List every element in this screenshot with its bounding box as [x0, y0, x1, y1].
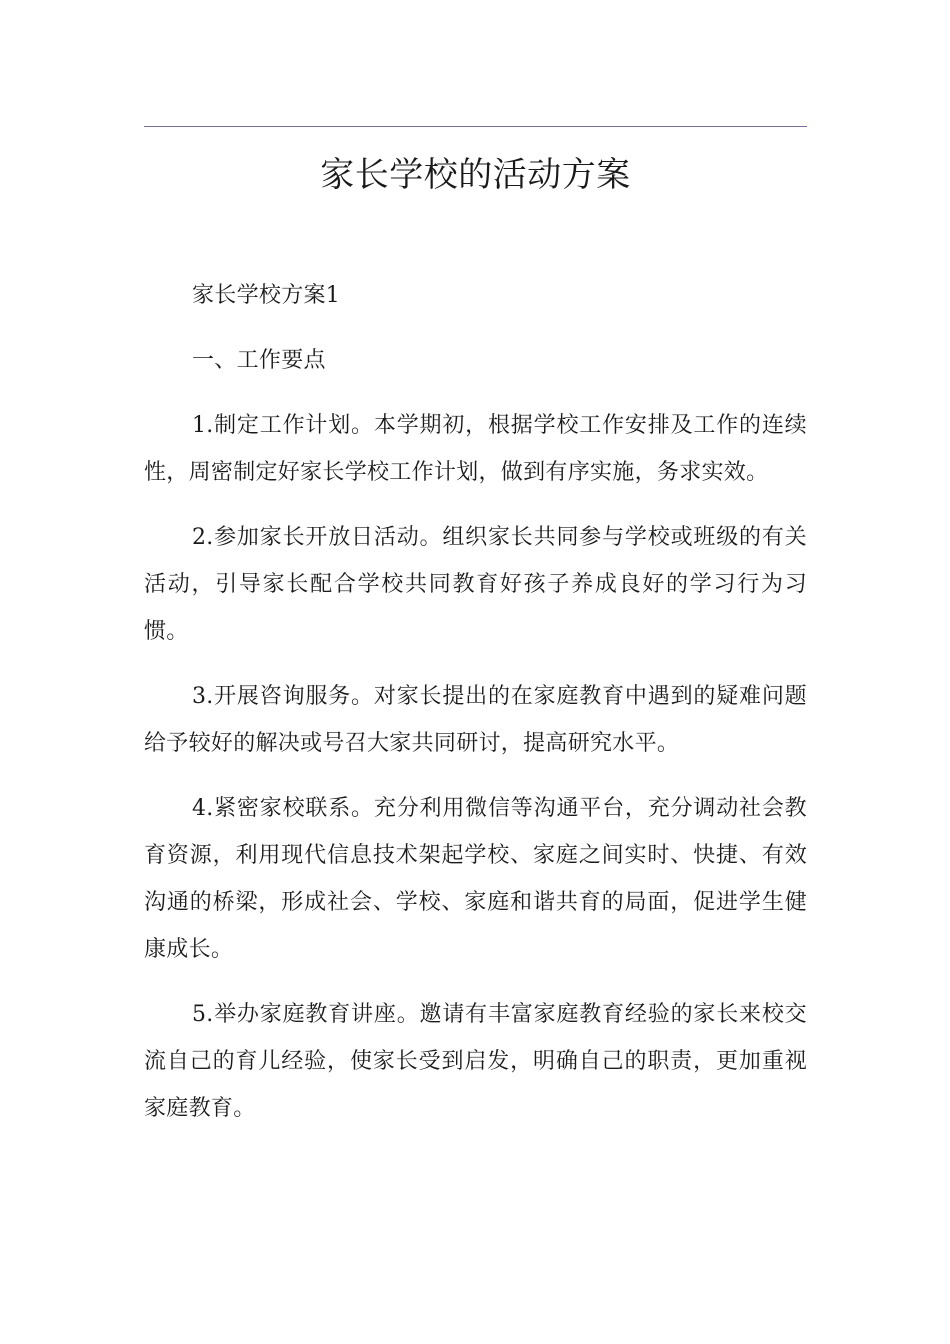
- paragraph-item-3: 3.开展咨询服务。对家长提出的在家庭教育中遇到的疑难问题给予较好的解决或号召大家共同研讨，提高研究水平。: [144, 684, 807, 756]
- header-rule: [144, 126, 807, 127]
- paragraph-item-1: 1.制定工作计划。本学期初，根据学校工作安排及工作的连续性，周密制定好家长学校工作计划，做到有序实施，务求实效。: [144, 413, 807, 485]
- paragraph-item-4: 4.紧密家校联系。充分利用微信等沟通平台，充分调动社会教育资源，利用现代信息技术架起学校、家庭之间实时、快捷、有效沟通的桥梁，形成社会、学校、家庭和谐共育的局面，促进学生健康成长。: [144, 796, 807, 962]
- paragraph-item-5: 5.举办家庭教育讲座。邀请有丰富家庭教育经验的家长来校交流自己的育儿经验，使家长受到启发，明确自己的职责，更加重视家庭教育。: [144, 1002, 807, 1121]
- section-heading: 家长学校方案1: [192, 283, 341, 308]
- paragraph-item-2: 2.参加家长开放日活动。组织家长共同参与学校或班级的有关活动，引导家长配合学校共同教育好孩子养成良好的学习行为习惯。: [144, 525, 807, 644]
- document-body: [144, 272, 807, 1150]
- document-title: 家长学校的活动方案: [320, 155, 631, 195]
- subsection-heading: 一、工作要点: [192, 348, 326, 373]
